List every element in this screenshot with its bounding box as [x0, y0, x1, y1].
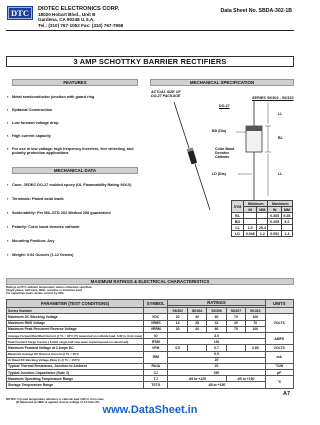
dim-header-min: Minimum	[244, 201, 268, 207]
ratings-conditions	[6, 286, 92, 296]
value-cell: 42	[207, 320, 226, 326]
value-cell: 20	[168, 363, 265, 369]
value-cell: -65 to +150	[226, 376, 265, 382]
actual-size-label	[151, 90, 181, 98]
mechanical-item: ▪ Mounting Position: Any	[12, 239, 137, 243]
actual-size-diode-drawing	[170, 100, 214, 212]
ratings-note-1: Ratings at 25°C ambient temperature unless otherwise specified.	[6, 285, 93, 289]
dim-sub-in: IN	[244, 207, 257, 213]
feature-item: ▪ For use in low voltage, high frequency inverters, free wheeling, and polarity protection applications	[12, 147, 134, 156]
package-label: DO-27	[219, 104, 230, 108]
symbol-cell: IFSM	[144, 339, 168, 345]
company-name: DIOTEC ELECTRONICS CORP.	[38, 6, 120, 12]
actual-size-line-2: DO-27 PACKAGE	[151, 94, 181, 98]
symbol-cell: VRMS	[144, 320, 168, 326]
col-parameter: PARAMETER (TEST CONDITIONS)	[7, 300, 144, 308]
value-cell: 3.0	[168, 332, 265, 338]
dim-sub-in: IN	[268, 207, 281, 213]
dim-cell: 0.205	[268, 219, 281, 225]
company-block	[38, 6, 123, 28]
series-cell: SK310	[246, 308, 265, 314]
symbol-cell: TSTG	[144, 382, 168, 388]
dim-cell: 0.048	[244, 231, 257, 237]
features-heading: FEATURES	[12, 79, 138, 86]
dim-sub-mm: MM	[281, 207, 292, 213]
dim-cell: BD	[232, 219, 244, 225]
unit-cell: °C/W	[265, 363, 293, 369]
value-cell: 60	[207, 314, 226, 320]
col-units: UNITS	[265, 300, 293, 308]
value-cell: 70	[226, 326, 245, 332]
dim-cell: LD	[232, 231, 244, 237]
unit-cell: AMPS	[265, 332, 293, 344]
value-cell: 0.5	[168, 351, 265, 357]
symbol-cell: RθJA	[144, 363, 168, 369]
dim-cell: 1.3	[281, 231, 292, 237]
param-cell: Typical Thermal Resistance, Junction to Ambient	[7, 363, 144, 369]
header-divider	[6, 30, 294, 31]
dim-cell: BL	[232, 213, 244, 219]
symbol-cell: VDC	[144, 314, 168, 320]
mechanical-item: ▪ Polarity: Color band denotes cathode	[12, 225, 137, 229]
value-cell: 20	[168, 357, 265, 363]
dimension-table	[231, 200, 293, 237]
ratings-note-2: Single phase, half wave, 60Hz, resistive or inductive load.	[6, 288, 83, 293]
dim-cell: 9.28	[281, 213, 292, 219]
page-title: 3 AMP SCHOTTKY BARRIER RECTIFIERS	[6, 56, 294, 67]
param-cell: At Rated DC Blocking Voltage (Note 1) @ TL = 100°C	[7, 357, 144, 363]
package-dimension-drawing	[232, 100, 276, 200]
page-code: A7	[282, 391, 290, 397]
dim-header-sym: SYM	[232, 201, 244, 213]
series-cell: SK306	[207, 308, 226, 314]
footnote-1: NOTES: (1) Lead temperature reference is cathode lead 1/32 in. from case	[6, 397, 104, 401]
feature-item: ▪ High current capacity	[12, 134, 132, 138]
col-ratings: RATINGS	[168, 300, 265, 306]
param-cell: Peak Forward Surge Current ( 8.3mS single half sine wave superimposed on rated load)	[7, 339, 144, 345]
value-cell: 0.7	[207, 345, 226, 351]
dim-row	[232, 231, 293, 237]
unit-cell: VOLTS	[265, 345, 293, 351]
mechanical-item: ▪ Terminals: Plated axial leads	[12, 197, 137, 201]
col-symbol: SYMBOL	[144, 300, 168, 308]
address-line-1: 18020 Hobart Blvd., Unit B	[38, 12, 96, 18]
feature-item: ▪ Epitaxial Construction	[12, 108, 132, 112]
series-label: Series Number	[7, 308, 144, 314]
value-cell: 0.85	[246, 345, 265, 351]
mechanical-item: ▪ Weight: 0.04 Ounces (1.12 Grams)	[12, 253, 137, 257]
mechanical-item: ▪ Solderability: Per MIL-STD-202 Method 208 guaranteed	[12, 211, 137, 215]
address-line-2: Gardena, CA 90248 U.S.A.	[38, 17, 95, 23]
value-cell: 250	[168, 370, 265, 376]
dim-cell: LL	[232, 225, 244, 231]
ratings-note-3: For capacitive loads, derate current by 20%.	[6, 291, 65, 296]
bd-dia-label: BD (Dia)	[212, 129, 227, 133]
dim-cell: 5.2	[281, 219, 292, 225]
value-cell: 120	[168, 339, 265, 345]
mechanical-data-heading: MECHANICAL DATA	[12, 167, 138, 174]
bl-label: BL	[278, 136, 283, 140]
value-cell: 49	[226, 320, 245, 326]
value-cell: -65 to +125	[168, 376, 226, 382]
value-cell: 28	[187, 320, 206, 326]
ratings-table	[6, 299, 294, 389]
phone-line: Tel.: (310) 767-1052 Fax: (310) 767-7958	[38, 22, 124, 28]
dtc-logo	[7, 6, 33, 20]
value-cell: 20	[168, 314, 187, 320]
param-cell: Maximum Operating Temperature Range	[7, 376, 144, 382]
symbol-cell: IO	[144, 332, 168, 338]
symbol-cell: VRRM	[144, 326, 168, 332]
unit-cell: VOLTS	[265, 314, 293, 333]
ratings-heading: MAXIMUM RATINGS & ELECTRICAL CHARACTERISTICS	[6, 278, 294, 285]
param-cell: Typical Junction Capacitance (Note 2)	[7, 370, 144, 376]
unit-cell: mA	[265, 351, 293, 363]
dim-cell: 1.2	[257, 231, 268, 237]
param-cell: Maximum RMS Voltage	[7, 320, 144, 326]
actual-size-line-1: ACTUAL SIZE OF	[151, 90, 181, 94]
param-cell: Maximum DC Blocking Voltage	[7, 314, 144, 320]
series-cell: SK307	[226, 308, 245, 314]
feature-item: ▪ Metal semiconductor junction with guard ring	[12, 95, 132, 99]
footnote-2: (2) Measured at 1MHz & applied reverse voltage of 4.0 Volts DC	[16, 400, 100, 405]
ll-label-top: LL	[278, 112, 283, 116]
dim-sub-mm: MM	[257, 207, 268, 213]
svg-text:DTC: DTC	[11, 8, 29, 18]
value-cell: 100	[246, 314, 265, 320]
value-cell: 14	[168, 320, 187, 326]
dim-cell: 25.4	[257, 225, 268, 231]
unit-cell: pF	[265, 370, 293, 376]
color-band-line-1: Color Band	[215, 147, 235, 151]
color-band-line-2: Denotes	[215, 150, 230, 155]
series-cell: SK302	[168, 308, 187, 314]
symbol-cell: VFM	[144, 345, 168, 351]
param-cell: Maximum Average DC Reverse Current @ TL = 25°C	[7, 351, 144, 357]
param-cell: Maximum Peak Recurrent Reverse Voltage	[7, 326, 144, 332]
value-cell: -65 to +150	[168, 382, 265, 388]
value-cell: 0.5	[168, 345, 187, 351]
symbol-cell: IRM	[144, 351, 168, 363]
param-cell: Average Forward Rectified Current @ TL = 90°C (T) measured on cathode lead, 1/32 in. from case)	[8, 333, 143, 338]
value-cell: 100	[246, 326, 265, 332]
param-cell: Storage Temperature Range	[7, 382, 144, 388]
series-label: SERIES SK302 - SK310	[252, 96, 294, 100]
dim-cell: 1.0	[244, 225, 257, 231]
dim-header-max: Maximum	[268, 201, 293, 207]
value-cell: 20	[168, 326, 187, 332]
feature-item: ▪ Low forward voltage drop	[12, 121, 132, 125]
dim-cell: 0.052	[268, 231, 281, 237]
mechanical-item: ▪ Case: JEDEC DO-27 molded epoxy (UL Flammability Rating 94V-0)	[12, 183, 137, 187]
unit-cell: °C	[265, 376, 293, 388]
dim-cell: 0.365	[268, 213, 281, 219]
ll-label-bottom: LL	[278, 172, 283, 176]
color-band-line-3: Cathode	[215, 154, 230, 159]
value-cell: 40	[187, 314, 206, 320]
value-cell: 40	[187, 326, 206, 332]
ld-dia-label: LD (Dia)	[212, 172, 226, 176]
watermark-link[interactable]: www.DataSheet.in	[102, 404, 198, 416]
value-cell: 70	[226, 314, 245, 320]
symbol-cell: CJ	[144, 370, 168, 376]
mechanical-spec-heading: MECHANICAL SPECIFICATION	[150, 79, 294, 86]
sheet-number: Data Sheet No. SBDA-302-1B	[220, 8, 292, 14]
value-cell: 60	[207, 326, 226, 332]
color-band-note	[215, 148, 234, 159]
param-cell: Maximum Forward Voltage at 3 Amps DC	[7, 345, 144, 351]
symbol-cell: TJ	[144, 376, 168, 382]
ratings-row	[7, 382, 294, 388]
series-cell: SK304	[187, 308, 206, 314]
value-cell: 70	[246, 320, 265, 326]
